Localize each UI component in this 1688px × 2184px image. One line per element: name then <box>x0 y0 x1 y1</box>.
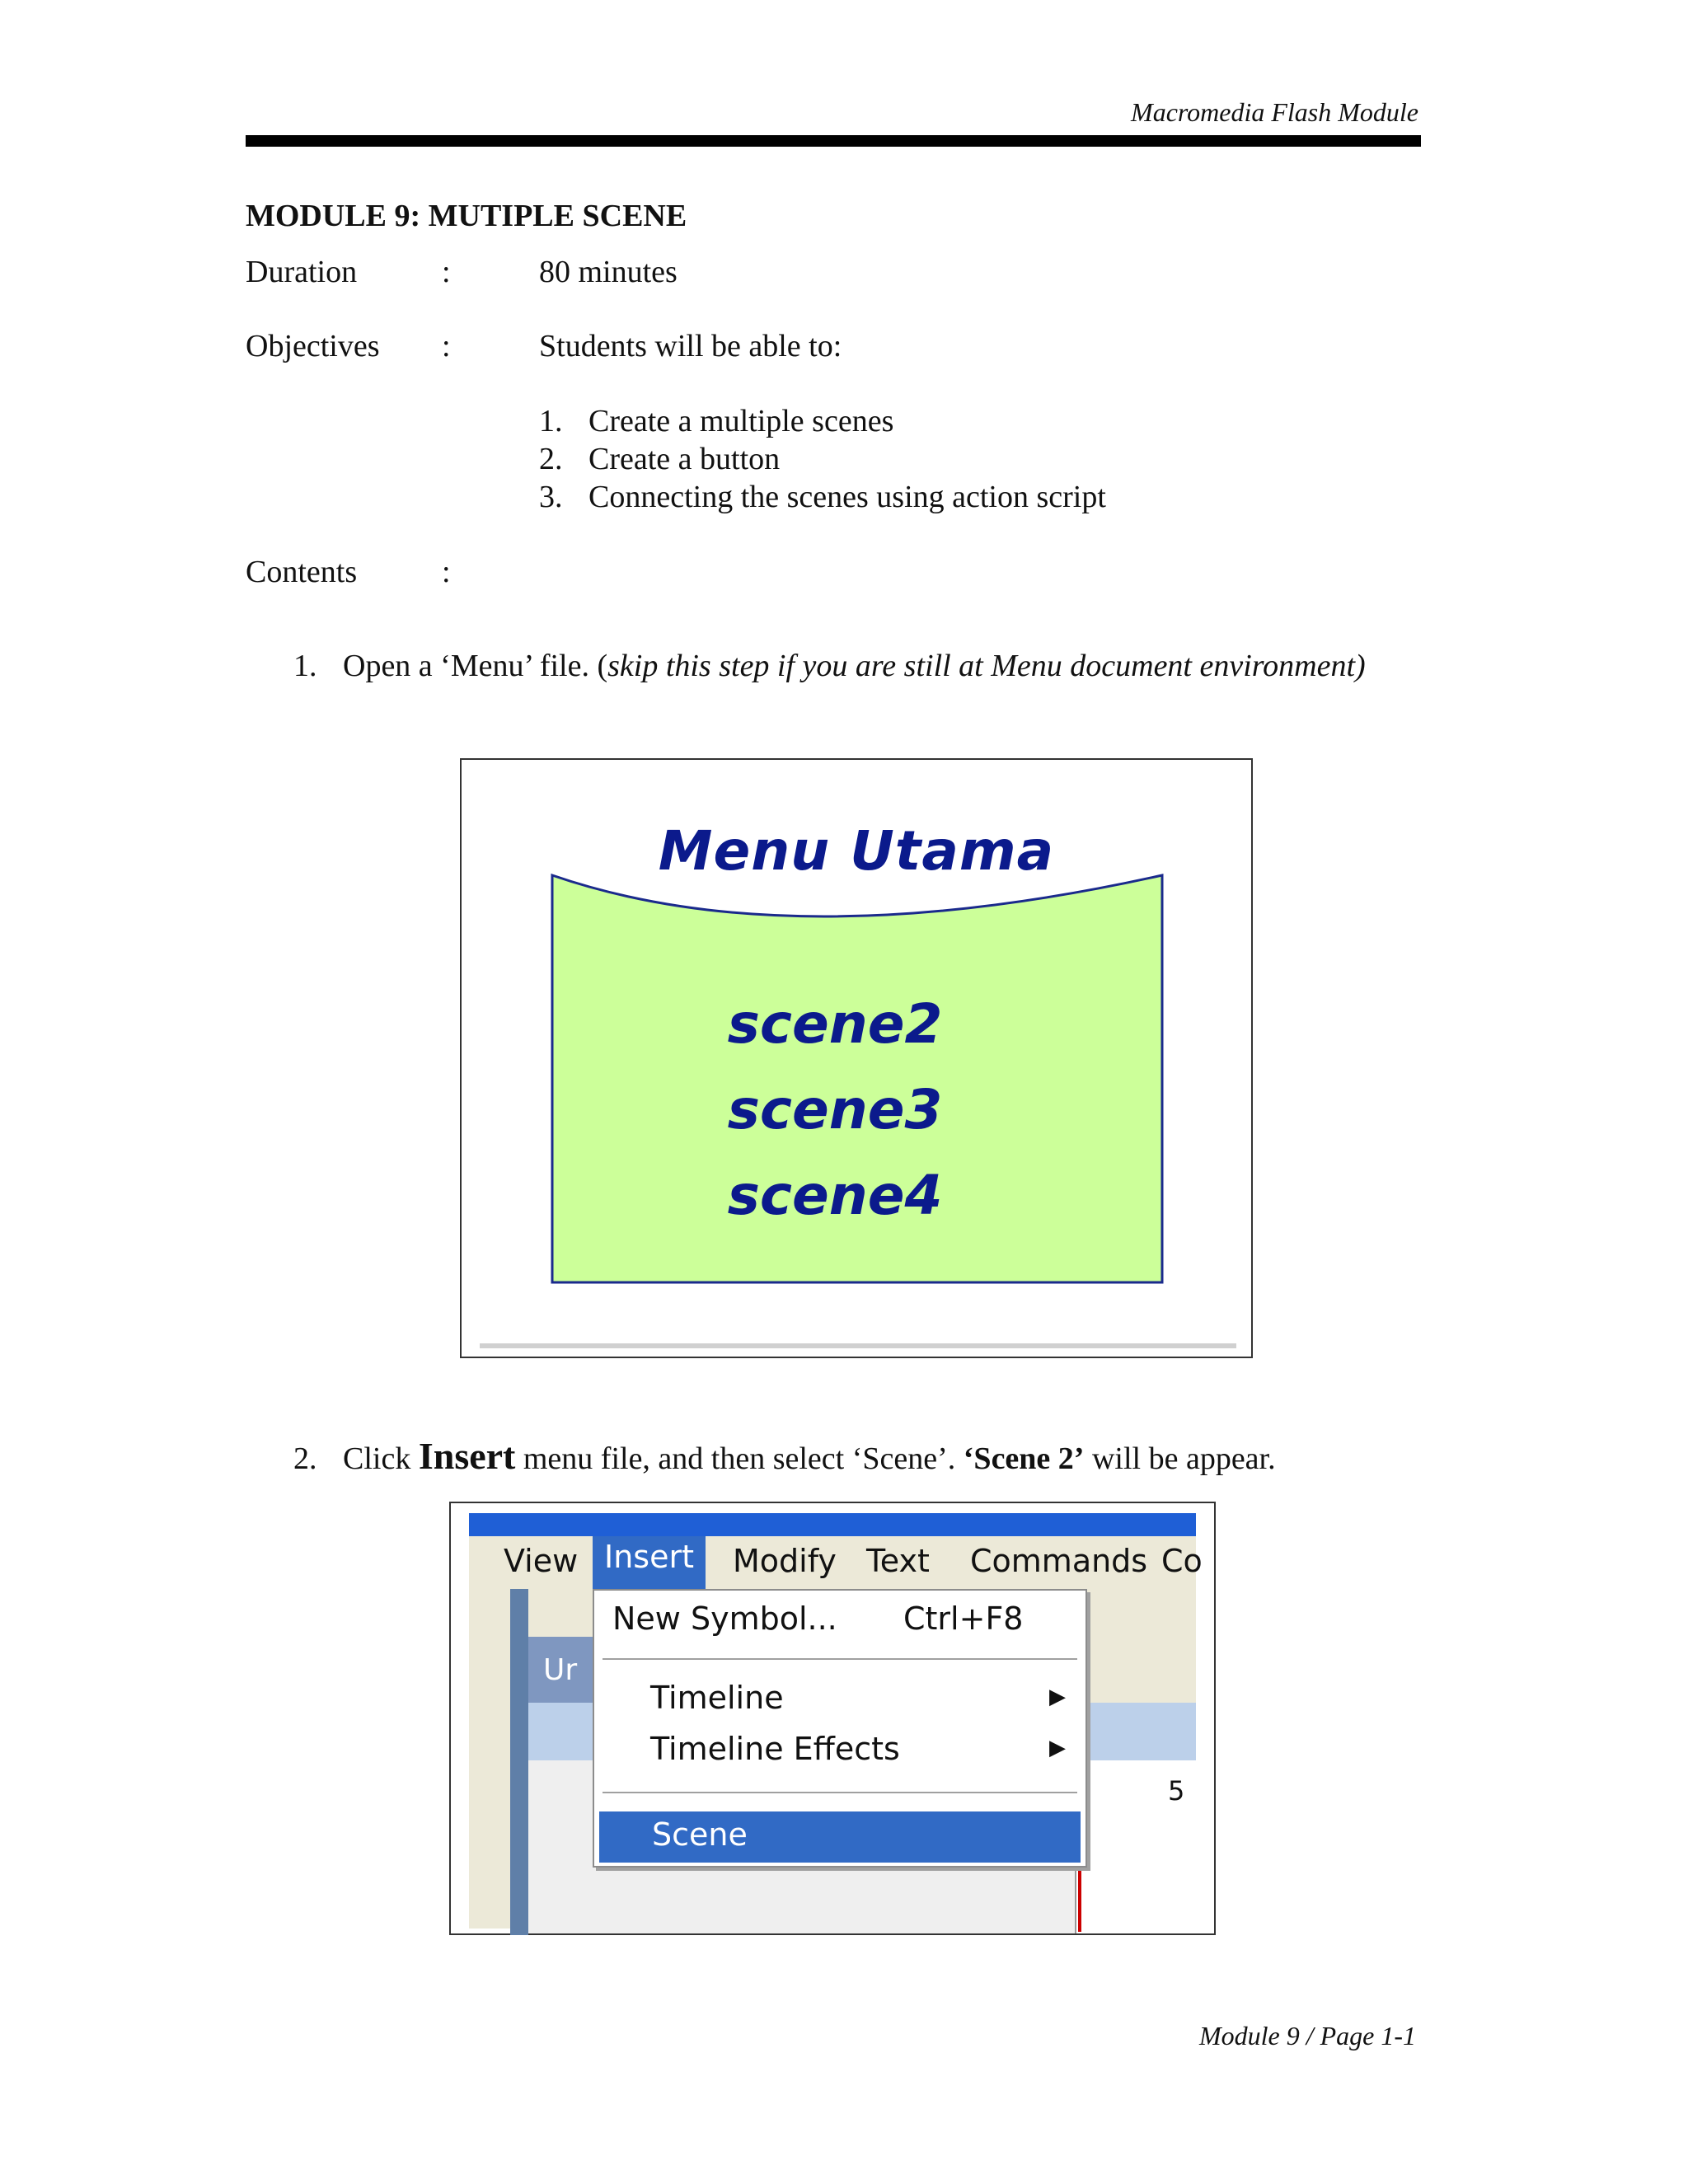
contents-label: Contents <box>246 555 358 589</box>
menubar <box>469 1536 1203 1589</box>
list-item: 1. Create a multiple scenes <box>539 404 894 438</box>
duration-value: 80 minutes <box>539 255 678 289</box>
objectives-colon: : <box>442 329 451 363</box>
list-item: 3. Connecting the scenes using action script <box>539 480 1106 514</box>
horizontal-scrollbar[interactable] <box>480 1343 1236 1348</box>
document-tab[interactable]: Ur <box>528 1637 603 1727</box>
menu-insert[interactable]: Insert <box>593 1536 706 1589</box>
objectives-list <box>539 402 1106 516</box>
submenu-arrow-icon: ▶ <box>1049 1685 1066 1709</box>
duration-label: Duration <box>246 255 358 289</box>
objectives-intro: Students will be able to: <box>539 329 842 363</box>
figure-insert-menu-screenshot <box>449 1502 1216 1935</box>
objectives-label: Objectives <box>246 329 380 363</box>
header-rule <box>246 135 1421 147</box>
step-1: 1. Open a ‘Menu’ file. (skip this step if you are still at Menu document environment) <box>293 649 1366 683</box>
panel-edge <box>510 1589 528 1935</box>
menu-view[interactable]: View <box>504 1543 579 1579</box>
menu-item-scene[interactable]: Scene <box>599 1811 1081 1863</box>
figure-menu-screenshot <box>460 758 1253 1358</box>
module-title: MODULE 9: MUTIPLE SCENE <box>246 199 687 233</box>
submenu-arrow-icon: ▶ <box>1049 1736 1066 1760</box>
window-titlebar <box>469 1513 1196 1536</box>
contents-colon: : <box>442 555 451 589</box>
menu-item-scene4[interactable]: scene4 <box>727 1164 943 1227</box>
page-footer: Module 9 / Page 1-1 <box>1198 2021 1416 2050</box>
menu-commands[interactable]: Commands <box>970 1543 1148 1579</box>
menu-title: Menu Utama <box>658 819 1055 883</box>
menu-modify[interactable]: Modify <box>733 1543 837 1579</box>
menu-separator <box>603 1792 1077 1793</box>
header-title: Macromedia Flash Module <box>1131 97 1418 127</box>
menu-item-scene3[interactable]: scene3 <box>727 1078 943 1141</box>
menu-control[interactable]: Co <box>1161 1543 1203 1579</box>
duration-colon: : <box>442 255 451 289</box>
insert-dropdown-menu: New Symbol... Ctrl+F8 Timeline ▶ Timeline Effects ▶ Scene <box>593 1589 1087 1868</box>
frame-number: 5 <box>1168 1775 1185 1807</box>
flash-app-window <box>469 1513 1203 1929</box>
step-2: 2. Click Insert menu file, and then select ‘Scene’. ‘Scene 2’ will be appear. <box>293 1435 1276 1477</box>
menu-separator <box>603 1658 1077 1660</box>
menu-text[interactable]: Text <box>866 1543 930 1579</box>
list-item: 2. Create a button <box>539 442 781 476</box>
menu-item-scene2[interactable]: scene2 <box>727 992 943 1056</box>
